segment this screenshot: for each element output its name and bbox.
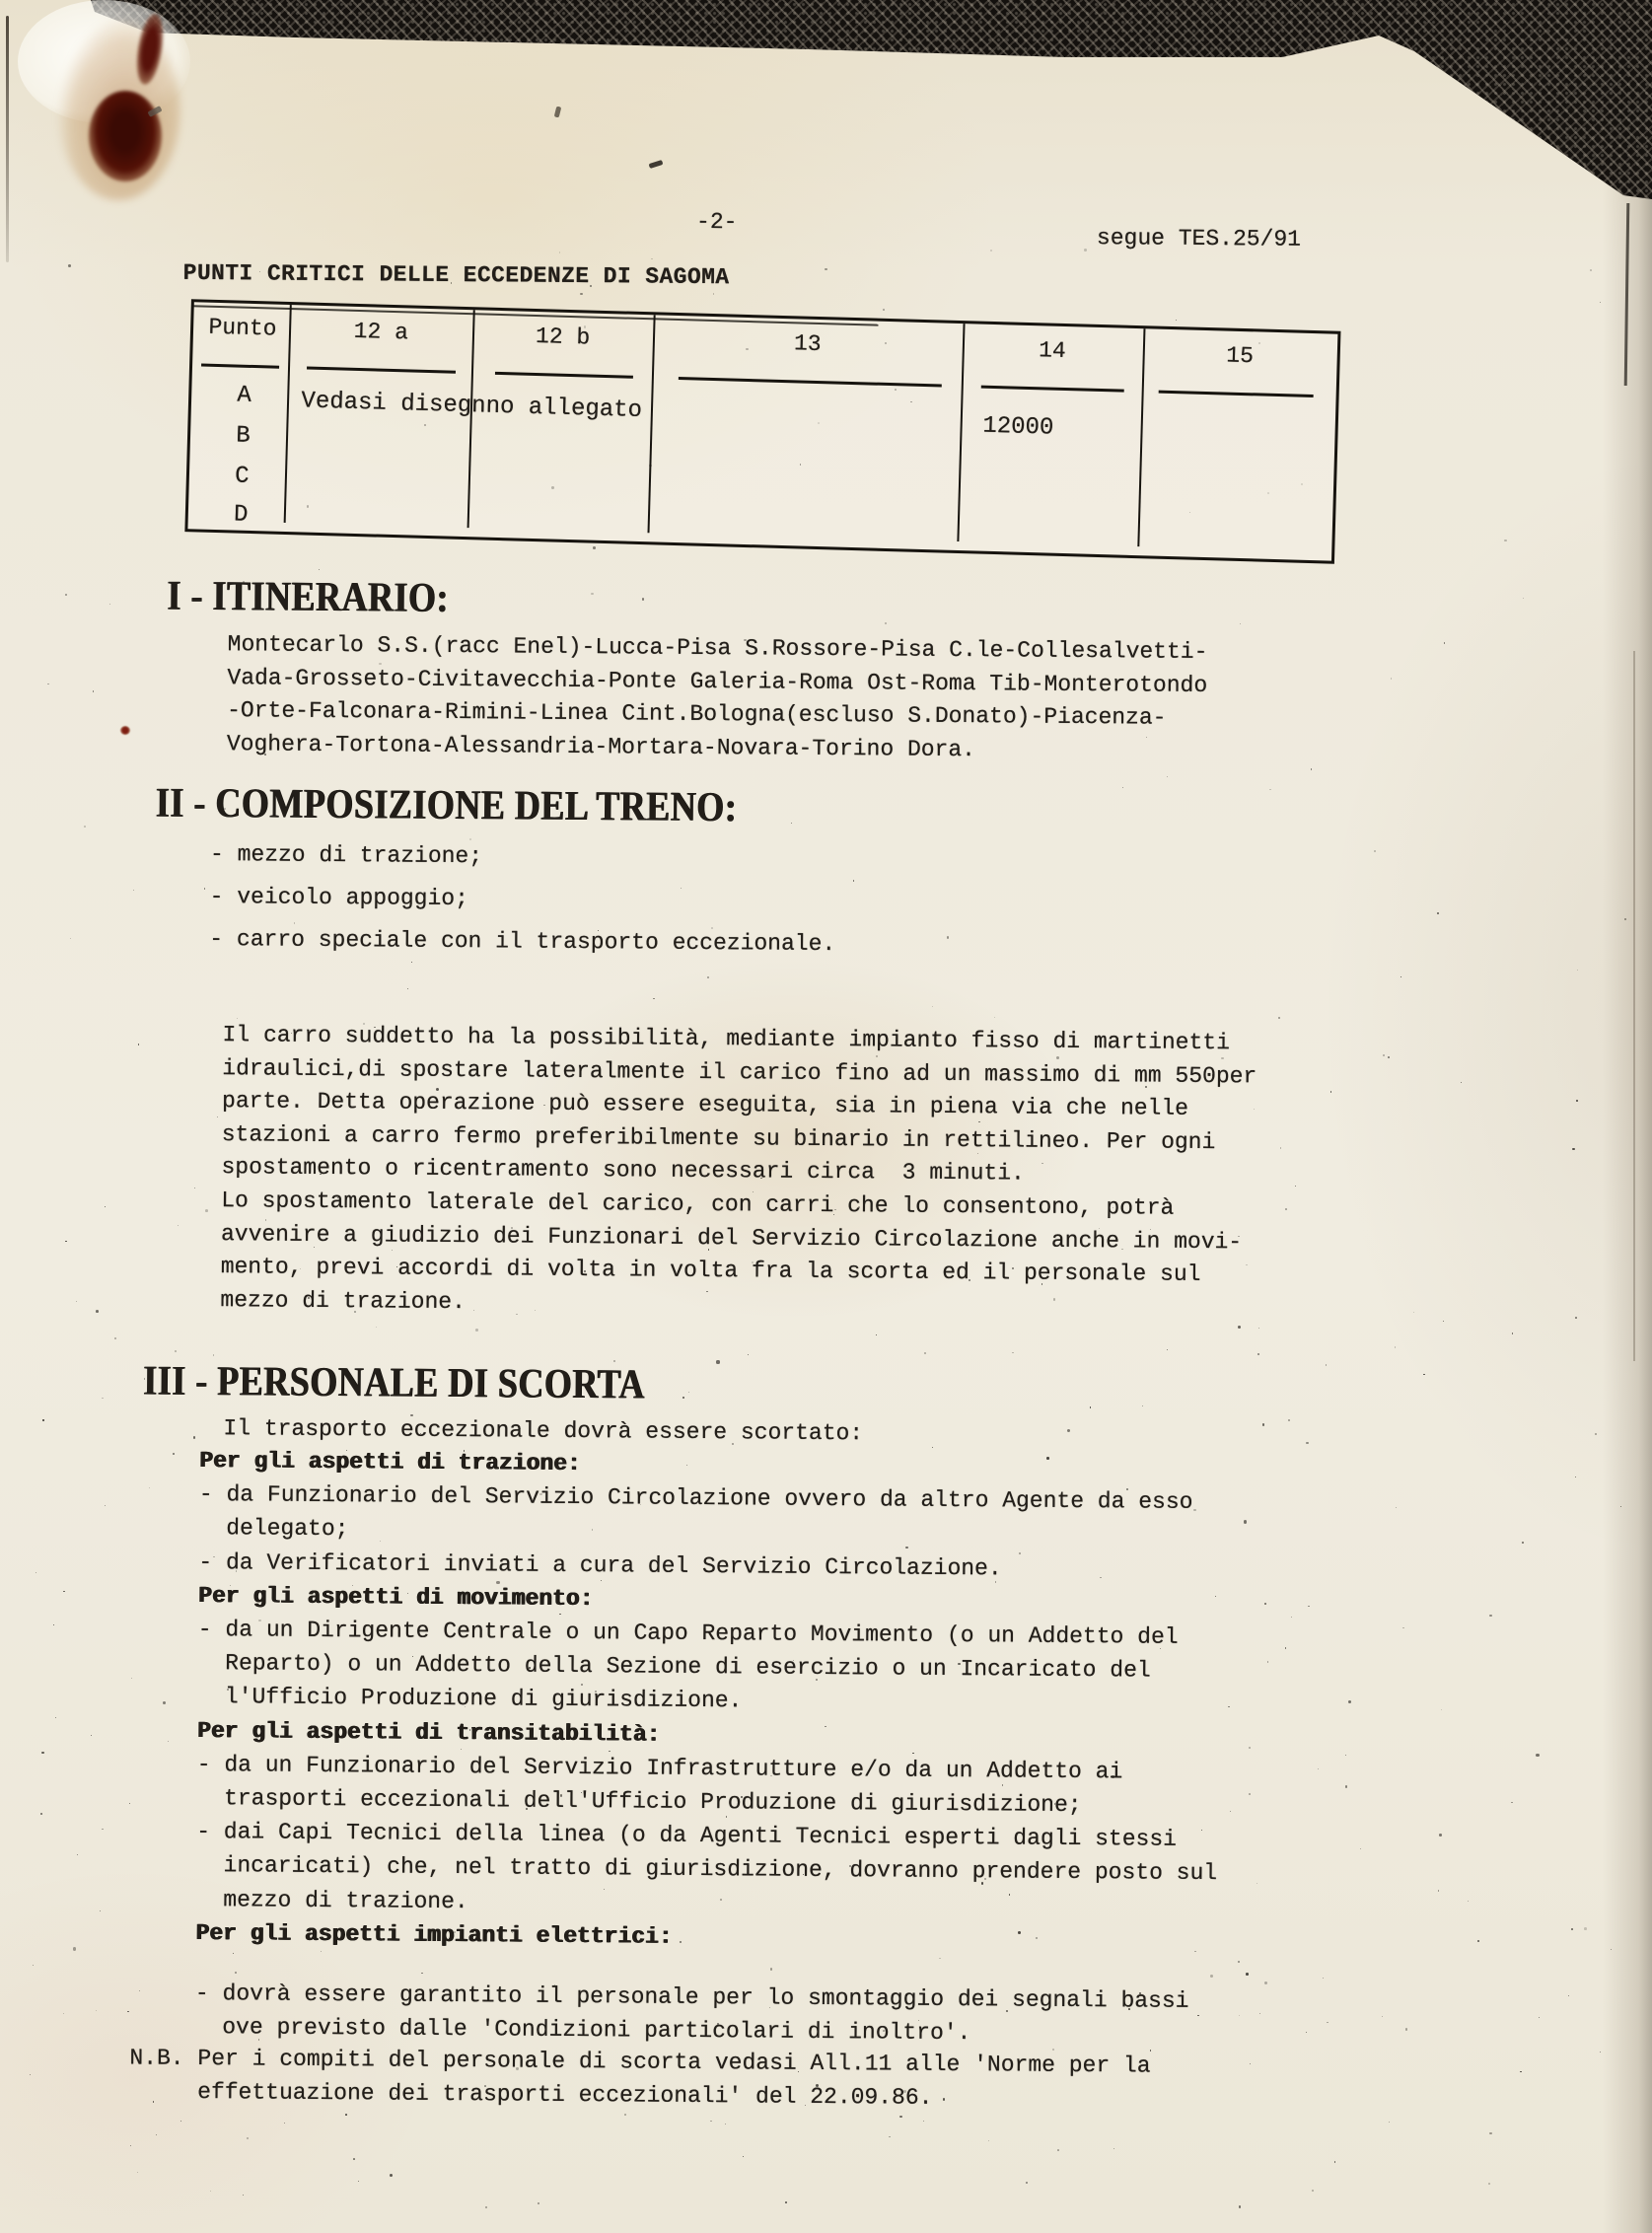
heading-separator: -: [189, 572, 203, 619]
table-column-line: [284, 305, 292, 523]
nb-note: N.B. Per i compiti del personale di scorta vedasi All.11 alle 'Norme per la effettuazione dei trasporti eccezionali' del 22.09.86.: [129, 2045, 1151, 2111]
row-label-d: D: [233, 501, 249, 529]
wagon-description-paragraph: Il carro suddetto ha la possibilità, mediante impianto fisso di martinetti idraulici,di spostare lateralmente il carico fino ad un massimo di mm 550per parte. Detta operazione può essere eseguita, sia in piena via che nelle stazioni a carro fermo preferibilmente su binario in rettilineo. Per ogni spostamento o ricentramento sono necessari circa 3 minuti. Lo spostamento laterale del carico, con carri che lo consentono, potrà avvenire a giudizio dei Funzionari del Servizio Circolazione anche in movi- mento, previ accordi di volta in volta fra la scorta ed il personale sul mezzo di trazione.: [220, 1022, 1257, 1315]
train-composition-list: - mezzo di trazione; - veicolo appoggio; - carro speciale con il trasporto eccezionale.: [209, 841, 836, 958]
section-3-heading: [143, 1356, 645, 1409]
section-1-title: ITINERARIO:: [211, 572, 449, 621]
escort-requirements-list: Per gli aspetti di trazione: - da Funzionario del Servizio Circolazione ovvero da altro Agente da esso delegato; - da Verificatori inviati a cura del Servizio Circolazione. Per gli aspetti di movimento: - da un Dirigente Centrale o un Capo Reparto Movimento (o un Addetto del Reparto) o un Addetto della Sezione di esercizio o un Incaricato del l'Ufficio Produzione di giurisdizione. Per gli aspetti di transitabilità: - da un Funzionario del Servizio Infrastrutture e/o da un Addetto ai trasporti eccezionali dell'Ufficio Produzione di giurisdizione; - dai Capi Tecnici della linea (o da Agenti Tecnici esperti dagli stessi incaricati) che, nel tratto di giurisdizione, dovranno prendere posto sul mezzo di trazione. Per gli aspetti impianti elettrici:: [195, 1448, 1218, 1950]
page-number: -2-: [695, 208, 738, 236]
section-1-numeral: I: [166, 571, 181, 619]
header-underline: [679, 377, 942, 387]
table-header-12a: 12 a: [353, 318, 409, 346]
table-column-line: [957, 324, 965, 541]
table-header-15: 15: [1225, 342, 1255, 370]
table-header-14: 14: [1038, 337, 1067, 365]
header-underline: [981, 386, 1124, 393]
header-underline: [1159, 391, 1314, 397]
header-underline: [201, 364, 279, 369]
table-column-line: [1137, 328, 1145, 546]
header-underline: [495, 372, 632, 379]
section-3-numeral: III: [142, 1356, 186, 1405]
document-title: PUNTI CRITICI DELLE ECCEDENZE DI SAGOMA: [182, 259, 730, 291]
section-2-heading: [155, 778, 737, 831]
escort-intro-line: Il trasporto eccezionale dovrà essere scortato:: [223, 1415, 864, 1447]
document-reference: segue TES.25/91: [1096, 225, 1302, 252]
table-header-13: 13: [793, 330, 822, 358]
row-label-a: A: [237, 382, 252, 409]
section-2-numeral: II: [155, 778, 184, 827]
row-label-b: B: [235, 422, 251, 450]
electric-systems-item: - dovrà essere garantito il personale per lo smontaggio dei segnali bassi ove previsto dalle 'Condizioni particolari di inoltro'.: [194, 1980, 1189, 2046]
table-header-punto: Punto: [208, 314, 277, 342]
row-label-c: C: [234, 463, 250, 490]
section-2-title: COMPOSIZIONE DEL TRENO:: [214, 779, 738, 830]
section-1-heading: [167, 571, 449, 622]
heading-separator: -: [194, 1357, 208, 1405]
table-value-col14: 12000: [981, 412, 1054, 442]
itinerary-text: Montecarlo S.S.(racc Enel)-Lucca-Pisa S.Rossore-Pisa C.le-Collesalvetti- Vada-Grosseto-Civitavecchia-Ponte Galeria-Roma Ost-Roma Tib-Monterotondo -Orte-Falconara-Rimini-Linea Cint.Bologna(escluso S.Donato)-Piacenza- Voghera-Tortona-Alessandria-Mortara-Novara-Torino Dora.: [226, 631, 1208, 762]
table-header-12b: 12 b: [535, 323, 591, 351]
table-column-line: [648, 315, 656, 533]
section-3-title: PERSONALE DI SCORTA: [216, 1357, 645, 1407]
heading-separator: -: [192, 779, 206, 827]
table-spanning-note: Vedasi disegnno allegato: [301, 388, 643, 425]
header-underline: [307, 367, 456, 374]
critical-points-table: [184, 299, 1340, 563]
